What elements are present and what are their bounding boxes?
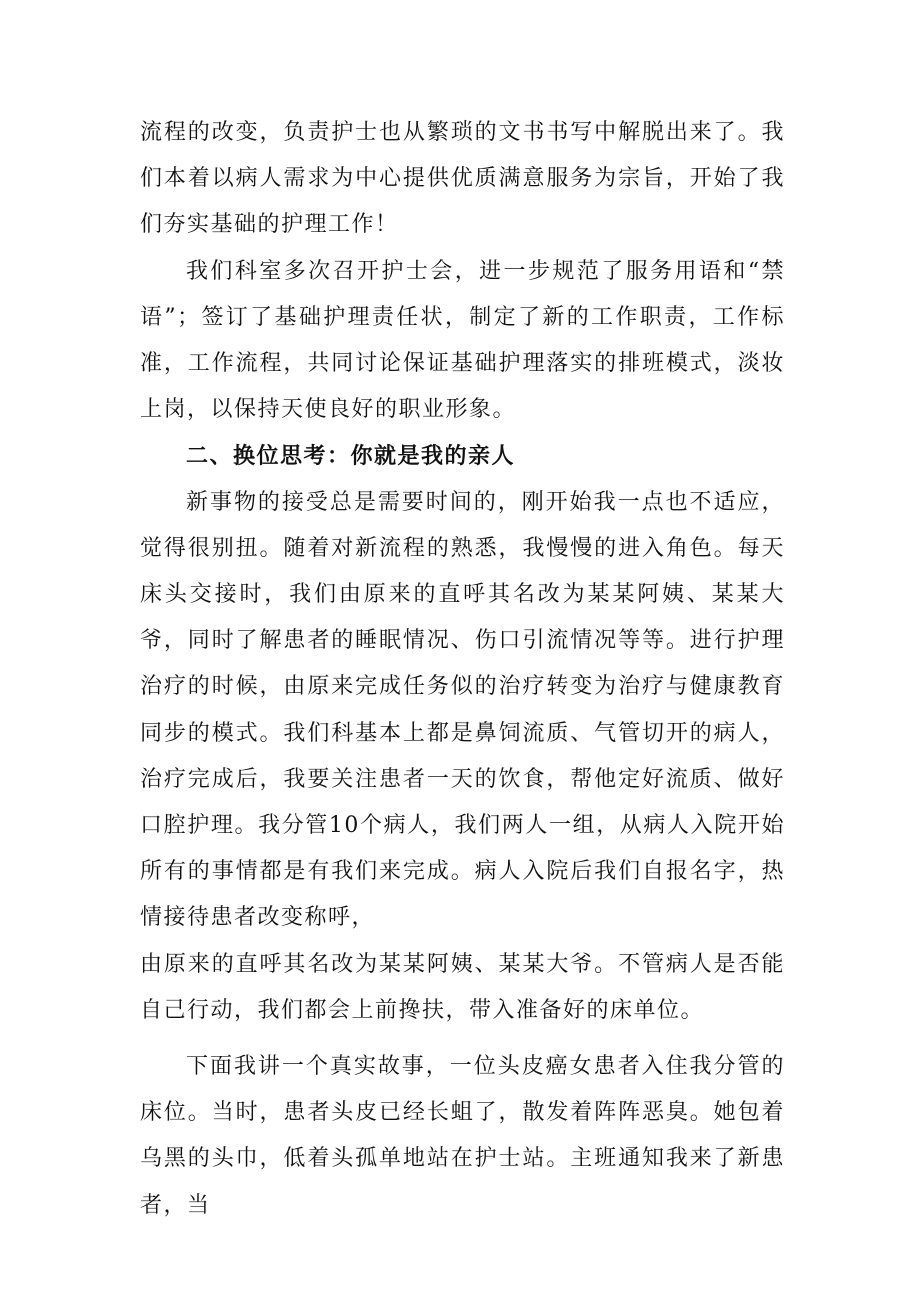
section-heading-2: 二、换位思考：你就是我的亲人 xyxy=(186,443,516,470)
paragraph-gap xyxy=(140,1034,785,1044)
paragraph-1: 流程的改变，负责护士也从繁琐的文书书写中解脱出来了。我们本着以病人需求为中心提供优质满意服务为宗旨，开始了我们夯实基础的护理工作！ xyxy=(140,120,785,238)
paragraph-4: 由原来的直呼其名改为某某阿姨、某某大爷。不管病人是否能自己行动，我们都会上前搀扶，带入准备好的床单位。 xyxy=(140,951,785,1023)
paragraph-3: 新事物的接受总是需要时间的，刚开始我一点也不适应，觉得很别扭。随着对新流程的熟悉，我慢慢的进入角色。每天床头交接时，我们由原来的直呼其名改为某某阿姨、某某大爷，同时了解患者的睡眠情况、伤口引流情况等等。进行护理治疗的时候，由原来完成任务似的治疗转变为治疗与健康教育同步的模式。我们科基本上都是鼻饲流质、气管切开的病人，治疗完成后，我要关注患者一天的饮食，帮他定好流质、做好口腔护理。我分管10个病人，我们两人一组，从病人入院开始所有的事情都是有我们来完成。病人入院后我们自报名字，热情接待患者改变称呼， xyxy=(140,489,785,931)
paragraph-2: 我们科室多次召开护士会，进一步规范了服务用语和“禁语”；签订了基础护理责任状，制定了新的工作职责，工作标准，工作流程，共同讨论保证基础护理落实的排班模式，淡妆上岗，以保持天使良好的职业形象。 xyxy=(140,258,785,423)
paragraph-5: 下面我讲一个真实故事，一位头皮癌女患者入住我分管的床位。当时，患者头皮已经长蛆了，散发着阵阵恶臭。她包着乌黑的头巾，低着头孤单地站在护士站。主班通知我来了新患者，当 xyxy=(140,1054,785,1218)
document-body xyxy=(140,110,785,1229)
